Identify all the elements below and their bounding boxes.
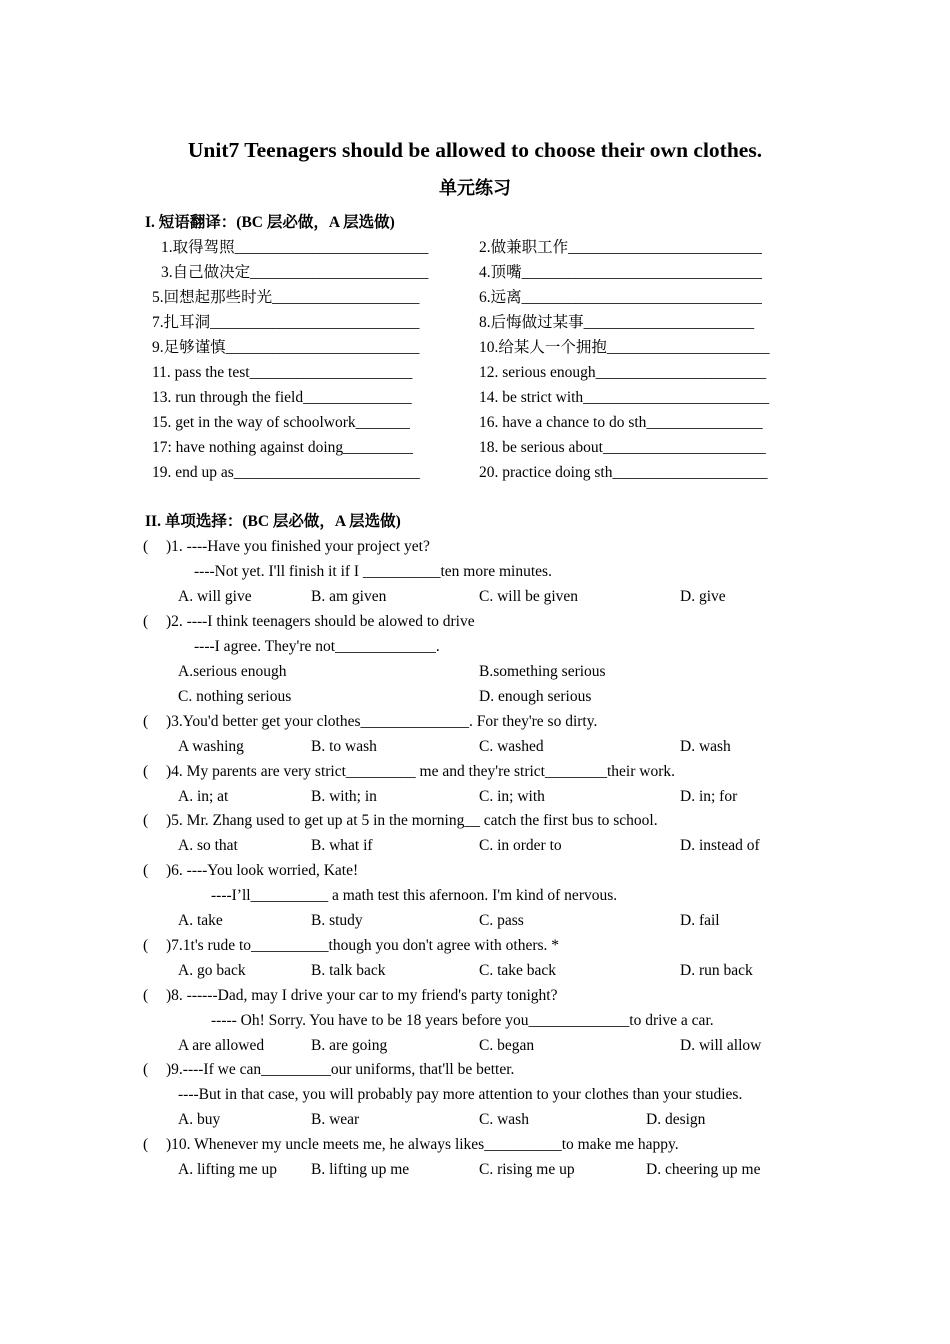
question-stem: )9.----If we can_________our uniforms, that'll be better.: [166, 1061, 515, 1078]
page-subtitle: 单元练习: [439, 178, 511, 198]
section1-heading: I. 短语翻译：(BC 层必做，A 层选做): [145, 214, 395, 231]
option: C. in; with: [479, 788, 545, 805]
phrase-item: 16. have a chance to do sth_______________: [479, 414, 763, 431]
question-line: ----Not yet. I'll finish it if I __________ten more minutes.: [194, 563, 552, 580]
option: A. buy: [178, 1111, 221, 1128]
phrase-item: 7.扎耳洞___________________________: [152, 314, 420, 331]
option: A. take: [178, 912, 223, 929]
question-stem: )3.You'd better get your clothes______________. For they're so dirty.: [166, 713, 598, 730]
option: C. began: [479, 1037, 535, 1054]
option: D. fail: [680, 912, 720, 929]
phrase-item: 6.远离_______________________________: [479, 289, 762, 306]
option: C. take back: [479, 962, 557, 979]
answer-paren: (: [143, 613, 149, 630]
phrase-item: 3.自己做决定_______________________: [161, 264, 429, 281]
question-stem: )5. Mr. Zhang used to get up at 5 in the morning__ catch the first bus to school.: [166, 812, 658, 829]
option: C. will be given: [479, 588, 579, 605]
answer-paren: (: [143, 538, 149, 555]
option: B. lifting up me: [311, 1161, 410, 1178]
phrase-item: 10.给某人一个拥抱_____________________: [479, 339, 770, 356]
question-stem: )4. My parents are very strict_________ me and they're strict________their work.: [166, 763, 675, 780]
option: C. in order to: [479, 837, 562, 854]
option: B. am given: [311, 588, 387, 605]
answer-paren: (: [143, 713, 149, 730]
question-line: ----I’ll__________ a math test this afernoon. I'm kind of nervous.: [211, 887, 618, 904]
option: D. wash: [680, 738, 731, 755]
phrase-item: 2.做兼职工作_________________________: [479, 239, 762, 256]
phrase-item: 1.取得驾照_________________________: [161, 239, 429, 256]
option: D. give: [680, 588, 726, 605]
option: D. in; for: [680, 788, 738, 805]
option: B. wear: [311, 1111, 360, 1128]
answer-paren: (: [143, 987, 149, 1004]
phrase-item: 14. be strict with________________________: [479, 389, 770, 406]
option: C. pass: [479, 912, 524, 929]
answer-paren: (: [143, 812, 149, 829]
option: D. run back: [680, 962, 753, 979]
option: B. with; in: [311, 788, 377, 805]
phrase-item: 4.顶嘴_______________________________: [479, 264, 762, 281]
option: B. what if: [311, 837, 373, 854]
option: B.something serious: [479, 663, 606, 680]
option: D. will allow: [680, 1037, 762, 1054]
option: A are allowed: [178, 1037, 265, 1054]
question-stem: )7.1t's rude to__________though you don't agree with others. *: [166, 937, 560, 954]
question-line: ----But in that case, you will probably pay more attention to your clothes than your studies.: [178, 1086, 743, 1103]
question-stem: )1. ----Have you finished your project yet?: [166, 538, 430, 555]
phrase-item: 20. practice doing sth____________________: [479, 464, 768, 481]
option: A.serious enough: [178, 663, 287, 680]
phrase-item: 5.回想起那些时光___________________: [152, 289, 420, 306]
option: A. lifting me up: [178, 1161, 278, 1178]
phrase-item: 11. pass the test_____________________: [152, 364, 413, 381]
phrase-item: 19. end up as________________________: [152, 464, 420, 481]
answer-paren: (: [143, 1136, 149, 1153]
option: D. enough serious: [479, 688, 592, 705]
question-stem: )6. ----You look worried, Kate!: [166, 862, 359, 879]
option: B. to wash: [311, 738, 377, 755]
option: A washing: [178, 738, 244, 755]
option: C. washed: [479, 738, 544, 755]
phrase-item: 13. run through the field______________: [152, 389, 412, 406]
section2-heading: II. 单项选择：(BC 层必做，A 层选做): [145, 513, 401, 530]
question-stem: )10. Whenever my uncle meets me, he always likes__________to make me happy.: [166, 1136, 679, 1153]
phrase-item: 15. get in the way of schoolwork_______: [152, 414, 410, 431]
option: B. are going: [311, 1037, 388, 1054]
question-line: ----- Oh! Sorry. You have to be 18 years before you_____________to drive a car.: [211, 1012, 714, 1029]
option: B. study: [311, 912, 363, 929]
question-line: ----I agree. They're not_____________.: [194, 638, 440, 655]
question-stem: )2. ----I think teenagers should be alowed to drive: [166, 613, 475, 630]
option: A. in; at: [178, 788, 229, 805]
option: C. rising me up: [479, 1161, 575, 1178]
option: A. go back: [178, 962, 246, 979]
option: D. instead of: [680, 837, 760, 854]
page-title: Unit7 Teenagers should be allowed to choose their own clothes.: [187, 138, 763, 162]
option: C. wash: [479, 1111, 529, 1128]
phrase-item: 12. serious enough______________________: [479, 364, 767, 381]
question-stem: )8. ------Dad, may I drive your car to my friend's party tonight?: [166, 987, 558, 1004]
answer-paren: (: [143, 862, 149, 879]
option: D. design: [646, 1111, 706, 1128]
phrase-item: 9.足够谨慎_________________________: [152, 339, 420, 356]
answer-paren: (: [143, 1061, 149, 1078]
phrase-item: 18. be serious about_____________________: [479, 439, 766, 456]
option: D. cheering up me: [646, 1161, 761, 1178]
phrase-item: 17: have nothing against doing_________: [152, 439, 413, 456]
option: C. nothing serious: [178, 688, 292, 705]
option: A. so that: [178, 837, 238, 854]
answer-paren: (: [143, 937, 149, 954]
option: A. will give: [178, 588, 252, 605]
answer-paren: (: [143, 763, 149, 780]
phrase-item: 8.后悔做过某事______________________: [479, 314, 755, 331]
option: B. talk back: [311, 962, 386, 979]
